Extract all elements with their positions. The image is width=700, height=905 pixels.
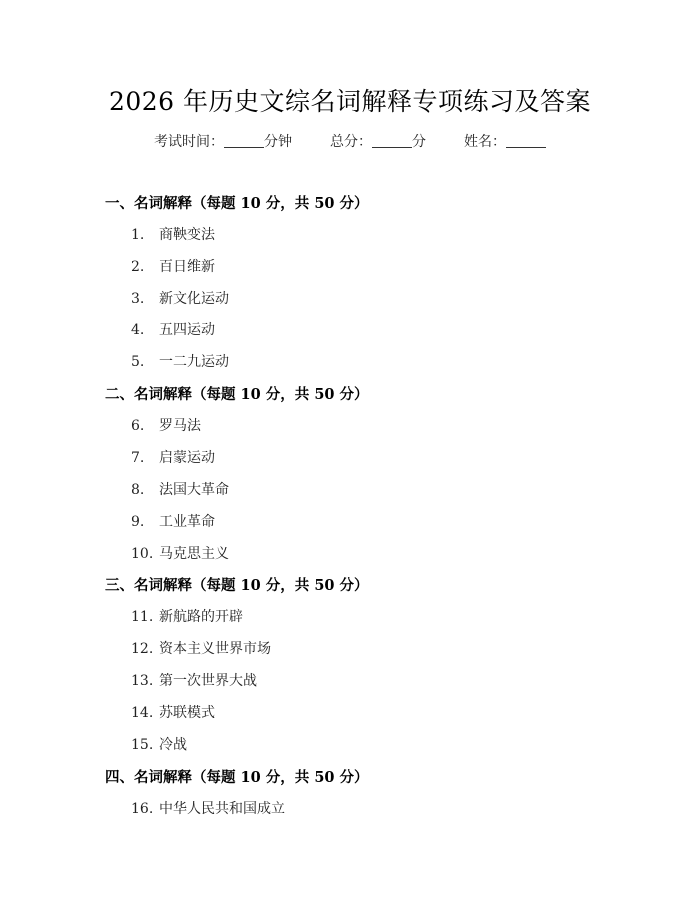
item-number: 5.	[131, 354, 145, 370]
item-text: 苏联模式	[159, 705, 215, 721]
item-text: 中华人民共和国成立	[159, 801, 285, 817]
list-item	[131, 511, 215, 531]
list-item	[131, 224, 215, 244]
list-item	[131, 288, 229, 308]
student-name-field	[464, 131, 546, 151]
item-number: 13.	[131, 673, 154, 689]
item-text: 新文化运动	[159, 291, 229, 307]
item-text: 新航路的开辟	[159, 609, 243, 625]
item-number: 11.	[131, 609, 154, 625]
list-item	[131, 702, 215, 722]
list-item	[131, 543, 229, 563]
item-number: 15.	[131, 737, 154, 753]
exam-time-label: 考试时间：	[154, 134, 224, 150]
section-heading-1: 一、名词解释（每题 10 分，共 50 分）	[105, 195, 369, 212]
total-score-blank	[372, 133, 412, 148]
student-name-label: 姓名：	[464, 134, 506, 150]
item-text: 冷战	[159, 737, 187, 753]
exam-time-unit: 分钟	[264, 134, 292, 150]
item-text: 百日维新	[159, 259, 215, 275]
item-number: 1.	[131, 227, 145, 243]
item-number: 14.	[131, 705, 154, 721]
list-item	[131, 798, 285, 818]
item-text: 罗马法	[159, 418, 201, 434]
item-number: 4.	[131, 322, 145, 338]
section-heading-3: 三、名词解释（每题 10 分，共 50 分）	[105, 577, 369, 594]
total-score-unit: 分	[412, 134, 426, 150]
section-heading-4: 四、名词解释（每题 10 分，共 50 分）	[105, 769, 369, 786]
list-item	[131, 734, 187, 754]
item-number: 12.	[131, 641, 154, 657]
total-score-label: 总分：	[330, 134, 372, 150]
list-item	[131, 415, 201, 435]
item-text: 商鞅变法	[159, 227, 215, 243]
item-text: 马克思主义	[159, 546, 229, 562]
list-item	[131, 351, 229, 371]
item-number: 6.	[131, 418, 145, 434]
item-text: 工业革命	[159, 514, 215, 530]
item-text: 资本主义世界市场	[159, 641, 271, 657]
item-number: 9.	[131, 514, 145, 530]
item-number: 8.	[131, 482, 145, 498]
item-number: 2.	[131, 259, 145, 275]
list-item	[131, 256, 215, 276]
item-number: 10.	[131, 546, 154, 562]
item-number: 3.	[131, 291, 145, 307]
item-text: 五四运动	[159, 322, 215, 338]
page-title: 2026 年历史文综名词解释专项练习及答案	[108, 87, 592, 116]
item-number: 7.	[131, 450, 145, 466]
list-item	[131, 447, 215, 467]
list-item	[131, 606, 243, 626]
exam-time-blank	[224, 133, 264, 148]
list-item	[131, 319, 215, 339]
exam-time-field	[154, 131, 292, 151]
item-text: 第一次世界大战	[159, 673, 257, 689]
item-text: 一二九运动	[159, 354, 229, 370]
list-item	[131, 638, 271, 658]
item-text: 启蒙运动	[159, 450, 215, 466]
item-text: 法国大革命	[159, 482, 229, 498]
list-item	[131, 479, 229, 499]
list-item	[131, 670, 257, 690]
item-number: 16.	[131, 801, 154, 817]
total-score-field	[330, 131, 426, 151]
student-name-blank	[506, 133, 546, 148]
section-heading-2: 二、名词解释（每题 10 分，共 50 分）	[105, 386, 369, 403]
exam-meta	[0, 131, 700, 151]
